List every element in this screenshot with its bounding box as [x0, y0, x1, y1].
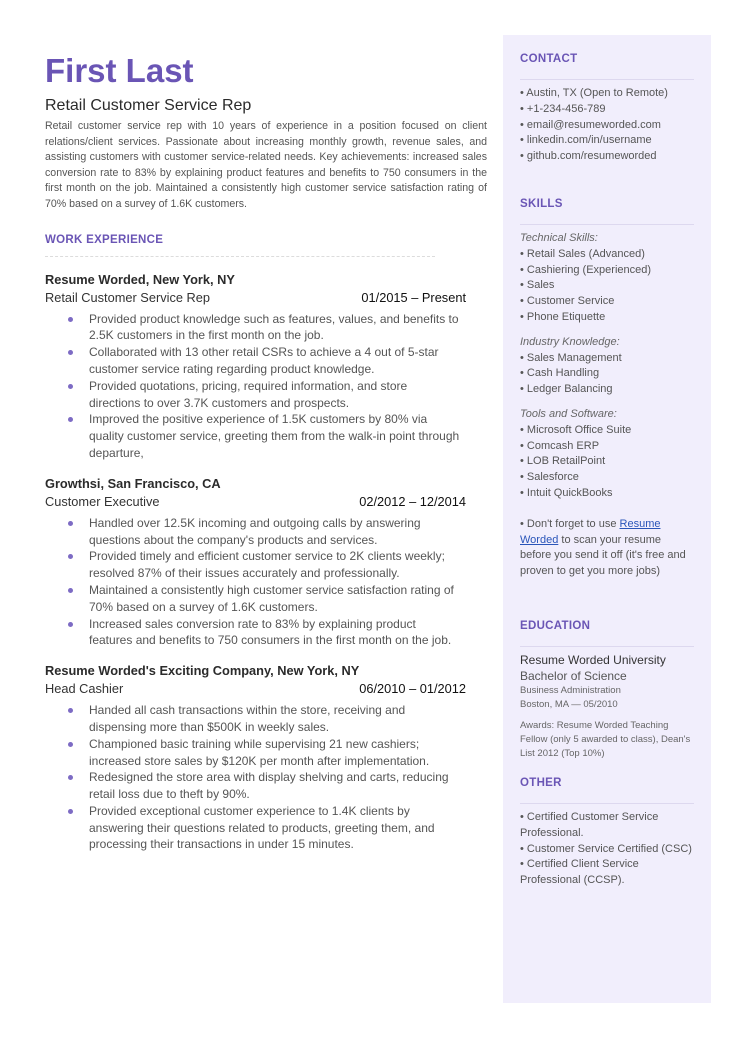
section-divider [520, 646, 694, 647]
job-title-line [45, 289, 466, 307]
contact-list [520, 86, 694, 165]
tip-text-after: to scan your resume before you send it off (it's free and proven to get you more jobs) [520, 533, 686, 578]
education-heading: EDUCATION [520, 619, 591, 632]
candidate-name: First Last [45, 52, 194, 89]
skill-item: • Sales [520, 279, 555, 292]
work-experience-section [45, 234, 487, 854]
job-bullets [45, 311, 487, 462]
contact-email[interactable]: • email@resumeworded.com [520, 118, 661, 131]
job-bullet: Increased sales conversion rate to 83% by explaining product features and benefits to 750 consumers in the first month on the job. [45, 616, 461, 650]
job-bullet: Handed all cash transactions within the store, receiving and dispensing more than $500K in weekly sales. [45, 702, 461, 736]
candidate-role: Retail Customer Service Rep [45, 97, 252, 114]
contact-linkedin[interactable]: • linkedin.com/in/username [520, 134, 652, 147]
other-section [520, 777, 694, 889]
skills-heading: SKILLS [520, 197, 563, 210]
summary: Retail customer service rep with 10 years of experience in a position focused on client relations/client services. Passionate about increasing monthly growth, revenue sales, and assisting customers with customer service-related needs. Key achievements: increased sales conversion rate to 83% by explaining product features and benefits to 750 consumers in the first month on the job. Maintained a consistently high customer service satisfaction rating of 70% based on a survey of 1.6K customers. [45, 120, 487, 210]
contact-heading: CONTACT [520, 53, 578, 65]
section-divider [520, 803, 694, 804]
section-divider [520, 224, 694, 225]
skill-item: • LOB RetailPoint [520, 455, 606, 468]
skill-item: • Ledger Balancing [520, 383, 613, 396]
job-bullet: Maintained a consistently high customer service satisfaction rating of 70% based on a survey of 1.6K customers. [45, 582, 461, 616]
job-bullet: Collaborated with 13 other retail CSRs to achieve a 4 out of 5-star customer service rating regarding product knowledge. [45, 344, 461, 378]
skill-item: • Customer Service [520, 295, 615, 308]
contact-github[interactable]: • github.com/resumeworded [520, 150, 657, 163]
job-company: Resume Worded, New York, NY [45, 271, 235, 287]
skills-list [520, 247, 694, 326]
work-experience-heading: WORK EXPERIENCE [45, 233, 164, 246]
resume-tip [520, 517, 694, 580]
job-dates: 02/2012 – 12/2014 [359, 493, 466, 509]
job-bullet: Improved the positive experience of 1.5K customers by 80% via quality customer service, greeting them from the walk-in point through departure, [45, 411, 461, 461]
skill-item: • Salesforce [520, 471, 579, 484]
job-bullet: Provided product knowledge such as features, values, and benefits to 2.5K customers in the first month on the job. [45, 311, 461, 345]
skills-group-label: Tools and Software: [520, 407, 617, 420]
job-bullet: Provided exceptional customer experience to 1.4K clients by answering their questions related to products, greeting them, and processing their transactions in under 15 minutes. [45, 803, 461, 853]
job-dates: 06/2010 – 01/2012 [359, 681, 466, 697]
job-dates: 01/2015 – Present [361, 289, 466, 305]
tip-text-before: • Don't forget to use [520, 517, 620, 530]
job-title: Retail Customer Service Rep [45, 289, 210, 305]
certification-item: • Certified Client Service Professional (CCSP). [520, 858, 639, 887]
certification-item: • Customer Service Certified (CSC) [520, 842, 692, 855]
skill-item: • Phone Etiquette [520, 310, 606, 323]
contact-section [520, 53, 694, 165]
skills-group-label: Industry Knowledge: [520, 335, 620, 348]
skill-item: • Intuit QuickBooks [520, 486, 613, 499]
skill-item: • Cash Handling [520, 367, 600, 380]
resume-worded-link[interactable]: Resume Worded [520, 517, 661, 546]
skill-item: • Cashiering (Experienced) [520, 263, 652, 276]
other-heading: OTHER [520, 776, 562, 789]
skills-section [520, 198, 694, 580]
section-divider [520, 79, 694, 80]
skills-list [520, 423, 694, 502]
job-bullet: Redesigned the store area with display shelving and carts, reducing retail loss due to theft by 90%. [45, 769, 461, 803]
education-field: Business Administration [520, 684, 621, 696]
job-bullet: Provided timely and efficient customer service to 2K clients weekly; resolved 87% of their issues accurately and professionally. [45, 548, 461, 582]
job-title: Customer Executive [45, 493, 160, 509]
job-title: Head Cashier [45, 681, 124, 697]
skill-item: • Retail Sales (Advanced) [520, 247, 645, 260]
job-company: Resume Worded's Exciting Company, New York, NY [45, 663, 360, 679]
other-list [520, 810, 694, 889]
job-title-line [45, 680, 466, 698]
skills-list [520, 351, 694, 398]
skills-group-label: Technical Skills: [520, 231, 598, 244]
main-column [45, 52, 487, 853]
education-section [520, 620, 694, 761]
education-awards: Awards: Resume Worded Teaching Fellow (only 5 awarded to class), Dean's List 2012 (Top 10%) [520, 719, 691, 759]
education-degree: Bachelor of Science [520, 668, 627, 683]
education-school: Resume Worded University [520, 652, 666, 667]
certification-item: • Certified Customer Service Professional. [520, 810, 659, 839]
job-bullet: Handled over 12.5K incoming and outgoing calls by answering questions about the company's products and services. [45, 515, 461, 549]
sidebar [503, 35, 711, 1003]
job-entry [45, 662, 487, 853]
job-bullet: Provided quotations, pricing, required information, and store directions to over 3.7K customers and prospects. [45, 378, 461, 412]
job-bullet: Championed basic training while supervising 21 new cashiers; increased store sales by $120K per month after implementation. [45, 736, 461, 770]
section-divider [45, 256, 435, 257]
skill-item: • Microsoft Office Suite [520, 423, 632, 436]
job-entry [45, 271, 487, 462]
skill-item: • Comcash ERP [520, 439, 600, 452]
job-bullets [45, 515, 487, 649]
job-title-line [45, 493, 466, 511]
contact-phone[interactable]: • +1-234-456-789 [520, 102, 606, 115]
contact-location: • Austin, TX (Open to Remote) [520, 87, 668, 99]
job-bullets [45, 702, 487, 853]
skill-item: • Sales Management [520, 351, 622, 364]
job-company: Growthsi, San Francisco, CA [45, 475, 221, 491]
education-location-date: Boston, MA — 05/2010 [520, 698, 618, 710]
job-entry [45, 475, 487, 649]
